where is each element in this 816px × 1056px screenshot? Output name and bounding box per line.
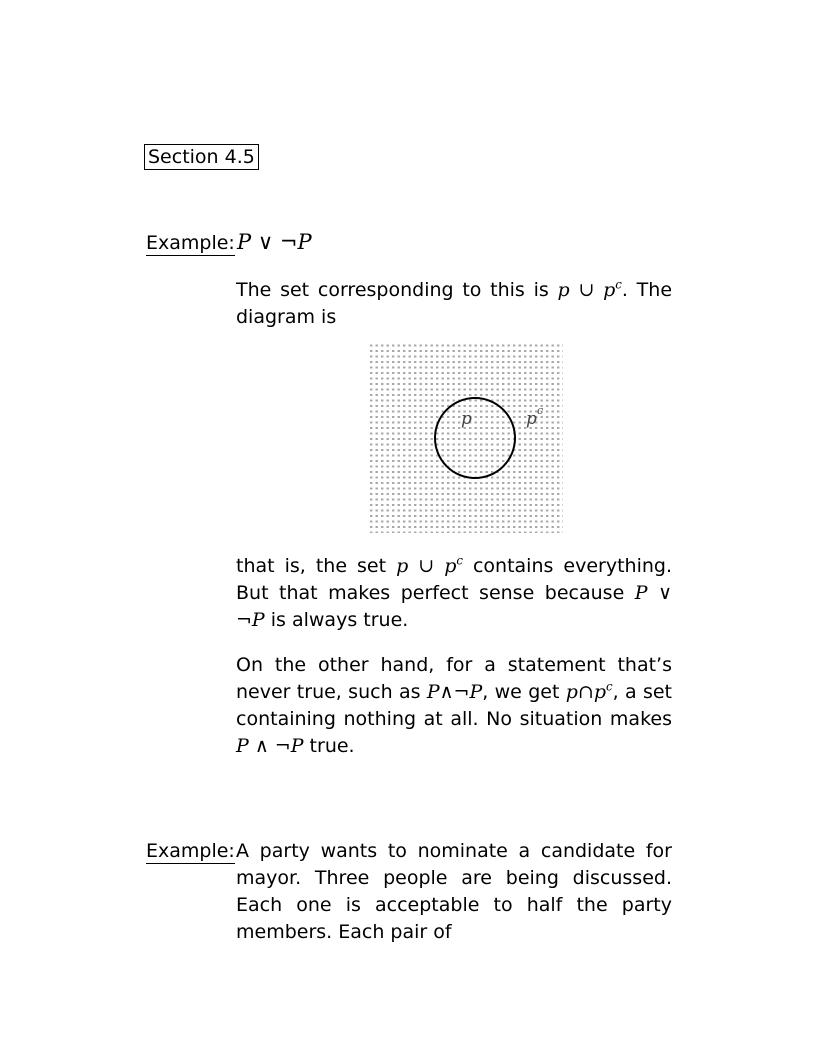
math-var: p [565, 681, 578, 703]
example-1-heading-text: Example: [146, 232, 235, 254]
text: that is, the set [236, 555, 397, 577]
paragraph-contains-everything [236, 553, 672, 634]
math-superscript: c [606, 679, 613, 694]
math-union: ∪ [408, 555, 445, 577]
math-union: ∪ [569, 279, 604, 301]
math-var: P [426, 681, 440, 703]
math-and: ∧ [248, 735, 275, 757]
formula-or: ∨ [257, 230, 274, 254]
paragraph-never-true [236, 652, 672, 760]
section-label-text: Section 4.5 [148, 146, 255, 168]
math-not: ¬ [453, 681, 470, 703]
math-var: P [236, 735, 249, 757]
math-var: P [469, 681, 483, 703]
formula-var: P [237, 230, 252, 254]
text: contains everything. But that makes perfect sense because [236, 555, 672, 604]
math-not: ¬ [236, 609, 252, 631]
text: The set corresponding to this is [236, 279, 558, 301]
math-and: ∧ [439, 681, 454, 703]
complement-label-sup: c [537, 404, 544, 417]
math-var: p [396, 555, 409, 577]
text: , we get [482, 681, 566, 703]
formula-var: P [297, 230, 312, 254]
math-var: p [603, 279, 616, 301]
math-var: P [634, 582, 648, 604]
text: A party wants to nominate a candidate for mayor. Three people are being discussed. Each one is acceptable to half the party members. Each pair of [236, 840, 672, 943]
universe-region [369, 343, 563, 533]
text: is always true. [264, 609, 409, 631]
example-2-heading [146, 839, 235, 863]
paragraph-party-mayor [236, 838, 672, 946]
set-p-label: p [461, 409, 472, 429]
math-var: p [593, 681, 607, 703]
math-var: P [290, 735, 304, 757]
math-var: p [557, 279, 570, 301]
example-2-heading-text: Example: [146, 840, 235, 862]
math-superscript: c [615, 277, 622, 292]
math-or: ∨ [647, 582, 672, 604]
math-not: ¬ [274, 735, 291, 757]
text: , a set containing nothing at all. No situation makes [236, 681, 672, 730]
text: . The diagram is [236, 279, 673, 328]
paragraph-set-correspondence [236, 277, 672, 331]
complement-label: p [526, 409, 537, 429]
math-superscript: c [456, 553, 463, 568]
math-var: P [251, 609, 265, 631]
example-1-formula [237, 229, 312, 255]
formula-not: ¬ [279, 230, 298, 254]
example-1-heading [146, 231, 235, 255]
text: On the other hand, for a statement that’s never true, such as [236, 654, 672, 703]
math-intersection: ∩ [577, 681, 594, 703]
section-label [144, 144, 259, 170]
text: true. [303, 735, 355, 757]
math-var: p [444, 555, 457, 577]
venn-diagram [369, 343, 563, 533]
